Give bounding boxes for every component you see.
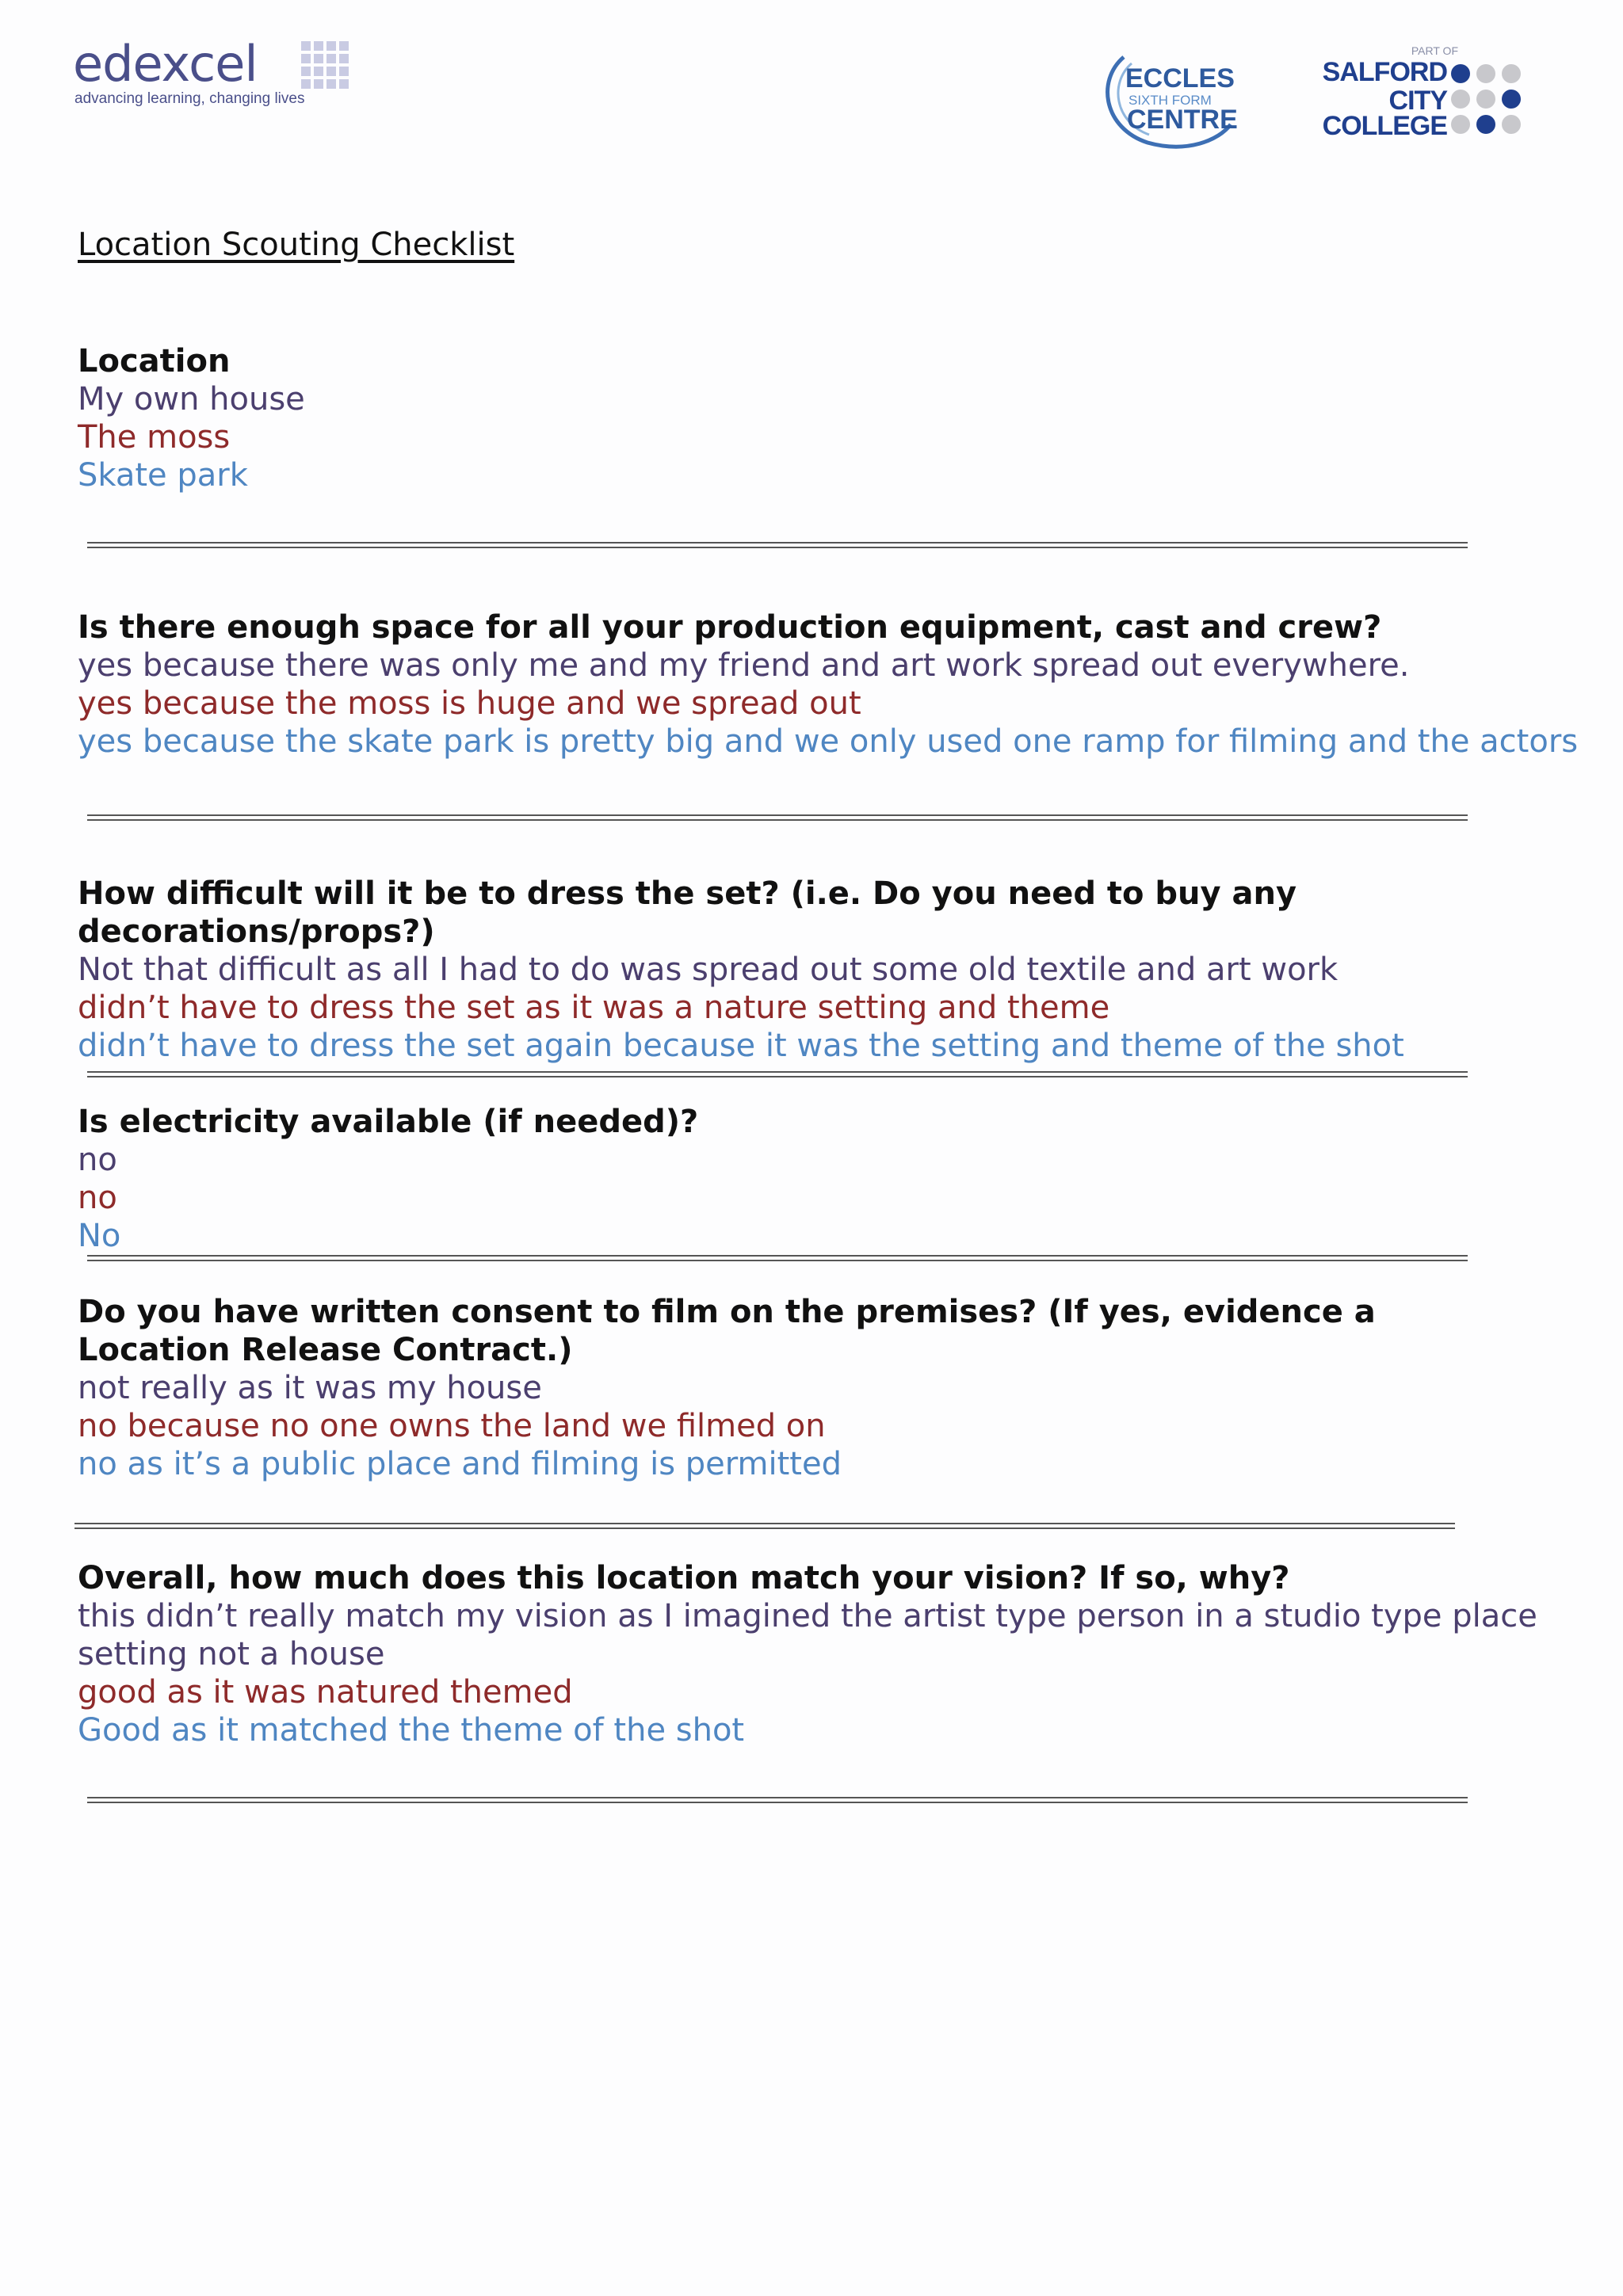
- answer-2: no because no one owns the land we filmed on: [78, 1408, 826, 1444]
- answer-3: No: [78, 1218, 121, 1254]
- salford-part-of: PART OF: [1411, 44, 1458, 57]
- answer-3: yes because the skate park is pretty big and we only used one ramp for filming and the actors: [78, 723, 1579, 760]
- section-space: [78, 608, 1579, 761]
- question-label: Overall, how much does this location match your vision? If so, why?: [78, 1560, 1290, 1596]
- salford-line-1: SALFORD: [1322, 57, 1447, 87]
- answer-1: this didn’t really match my vision as I imagined the artist type person in a studio type place setting not a house: [78, 1598, 1537, 1672]
- section-dress-set: [78, 875, 1568, 1065]
- section-divider: [87, 542, 1468, 548]
- eccles-line-3: CENTRE: [1127, 105, 1238, 135]
- answer-2: didn’t have to dress the set as it was a nature setting and theme: [78, 990, 1110, 1026]
- answer-2: yes because the moss is huge and we spread out: [78, 685, 861, 722]
- dots-row-1-icon: [1449, 62, 1525, 86]
- answer-2: no: [78, 1180, 117, 1216]
- salford-city-college-logo: [1320, 41, 1526, 144]
- answer-1: yes because there was only me and my friend and art work spread out everywhere.: [78, 647, 1410, 684]
- salford-line-2: CITY: [1388, 86, 1447, 116]
- dots-row-2-icon: [1449, 87, 1525, 111]
- section-divider: [87, 1797, 1468, 1803]
- section-consent: [78, 1293, 1568, 1483]
- section-divider: [87, 1071, 1468, 1077]
- answer-2: good as it was natured themed: [78, 1674, 573, 1711]
- question-label: Is there enough space for all your production equipment, cast and crew?: [78, 609, 1382, 646]
- edexcel-tagline: advancing learning, changing lives: [74, 90, 305, 107]
- eccles-line-2: SIXTH FORM: [1128, 93, 1212, 108]
- dots-row-3-icon: [1449, 113, 1525, 136]
- answer-2: The moss: [78, 419, 231, 456]
- salford-line-3: COLLEGE: [1322, 111, 1447, 141]
- section-divider: [87, 1255, 1468, 1261]
- edexcel-grid-icon: [301, 41, 350, 90]
- section-vision: [78, 1559, 1568, 1749]
- answer-1: not really as it was my house: [78, 1370, 542, 1406]
- question-label: Is electricity available (if needed)?: [78, 1104, 699, 1140]
- eccles-sixth-form-logo: [1100, 49, 1243, 152]
- question-label: Location: [78, 343, 231, 379]
- section-divider: [74, 1523, 1455, 1529]
- answer-3: didn’t have to dress the set again because it was the setting and theme of the shot: [78, 1028, 1404, 1064]
- section-electricity: [78, 1103, 1568, 1255]
- section-location: [78, 342, 1568, 494]
- question-label: How difficult will it be to dress the set? (i.e. Do you need to buy any decorations/props?): [78, 875, 1297, 950]
- section-divider: [87, 814, 1468, 821]
- page-title: Location Scouting Checklist: [78, 227, 515, 263]
- question-label: Do you have written consent to film on the premises? (If yes, evidence a Location Release Contract.): [78, 1294, 1376, 1368]
- edexcel-logo: [73, 36, 358, 116]
- edexcel-wordmark: edexcel: [73, 35, 258, 93]
- answer-3: no as it’s a public place and filming is permitted: [78, 1446, 842, 1482]
- answer-1: My own house: [78, 381, 305, 418]
- answer-3: Skate park: [78, 457, 248, 494]
- answer-3: Good as it matched the theme of the shot: [78, 1712, 745, 1749]
- answer-1: Not that difficult as all I had to do was spread out some old textile and art work: [78, 952, 1338, 988]
- answer-1: no: [78, 1142, 117, 1178]
- eccles-line-1: ECCLES: [1125, 63, 1235, 93]
